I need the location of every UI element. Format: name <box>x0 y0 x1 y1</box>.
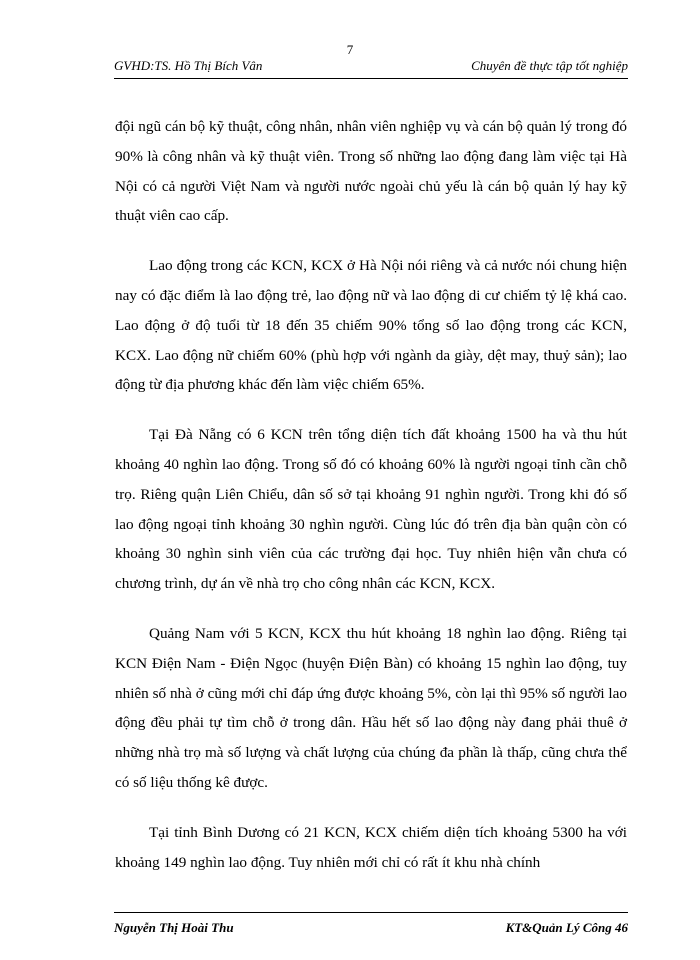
paragraph-3: Tại Đà Nẵng có 6 KCN trên tổng diện tích đất khoảng 1500 ha và thu hút khoảng 40 nghìn lao động. Trong số đó có khoảng 60% là người ngoại tỉnh cần chỗ trọ. Riêng quận Liên Chiểu, dân số sở tại khoảng 91 nghìn người. Trong khi đó số lao động ngoại tỉnh khoảng 30 nghìn người. Cùng lúc đó trên địa bàn quận còn có khoảng 30 nghìn sinh viên của các trường đại học. Tuy nhiên hiện vẫn chưa có chương trình, dự án về nhà trọ cho công nhân các KCN, KCX. <box>115 426 627 593</box>
footer-class: KT&Quản Lý Công 46 <box>505 920 628 935</box>
footer-author: Nguyễn Thị Hoài Thu <box>114 920 234 935</box>
paragraph-1: đội ngũ cán bộ kỹ thuật, công nhân, nhân viên nghiệp vụ và cán bộ quản lý trong đó 90% là công nhân và kỹ thuật viên. Trong số những lao động đang làm việc tại Hà Nội có cả người Việt Nam và người nước ngoài chủ yếu là cán bộ quản lý hay kỹ thuật viên cao cấp. <box>115 118 627 225</box>
header-supervisor: GVHD:TS. Hồ Thị Bích Vân <box>114 58 263 73</box>
page-number: 7 <box>346 42 354 57</box>
paragraph-4: Quảng Nam với 5 KCN, KCX thu hút khoảng 18 nghìn lao động. Riêng tại KCN Điện Nam - Điện Ngọc (huyện Điện Bàn) có khoảng 15 nghìn lao động, tuy nhiên số nhà ở cũng mới chỉ đáp ứng được khoảng 5%, còn lại thì 95% số người lao động đều phải tự tìm chỗ ở trong dân. Hầu hết số lao động này đang phải thuê ở những nhà trọ mà số lượng và chất lượng của chúng đa phần là thấp, cũng chưa thể có số liệu thống kê được. <box>115 624 627 791</box>
page-footer <box>114 912 628 941</box>
document-body <box>115 112 627 877</box>
header-document-title: Chuyên đề thực tập tốt nghiệp <box>471 58 628 73</box>
page-header <box>114 56 628 79</box>
paragraph-5: Tại tỉnh Bình Dương có 21 KCN, KCX chiếm diện tích khoảng 5300 ha với khoảng 149 nghìn lao động. Tuy nhiên mới chỉ có rất ít khu nhà chính <box>115 823 627 871</box>
paragraph-2: Lao động trong các KCN, KCX ở Hà Nội nói riêng và cả nước nói chung hiện nay có đặc điểm là lao động trẻ, lao động nữ và lao động di cư chiếm tỷ lệ khá cao. Lao động ở độ tuổi từ 18 đến 35 chiếm 90% tổng số lao động trong các KCN, KCX. Lao động nữ chiếm 60% (phù hợp với ngành da giày, dệt may, thuỷ sản); lao động từ địa phương khác đến làm việc chiếm 65%. <box>115 257 627 394</box>
